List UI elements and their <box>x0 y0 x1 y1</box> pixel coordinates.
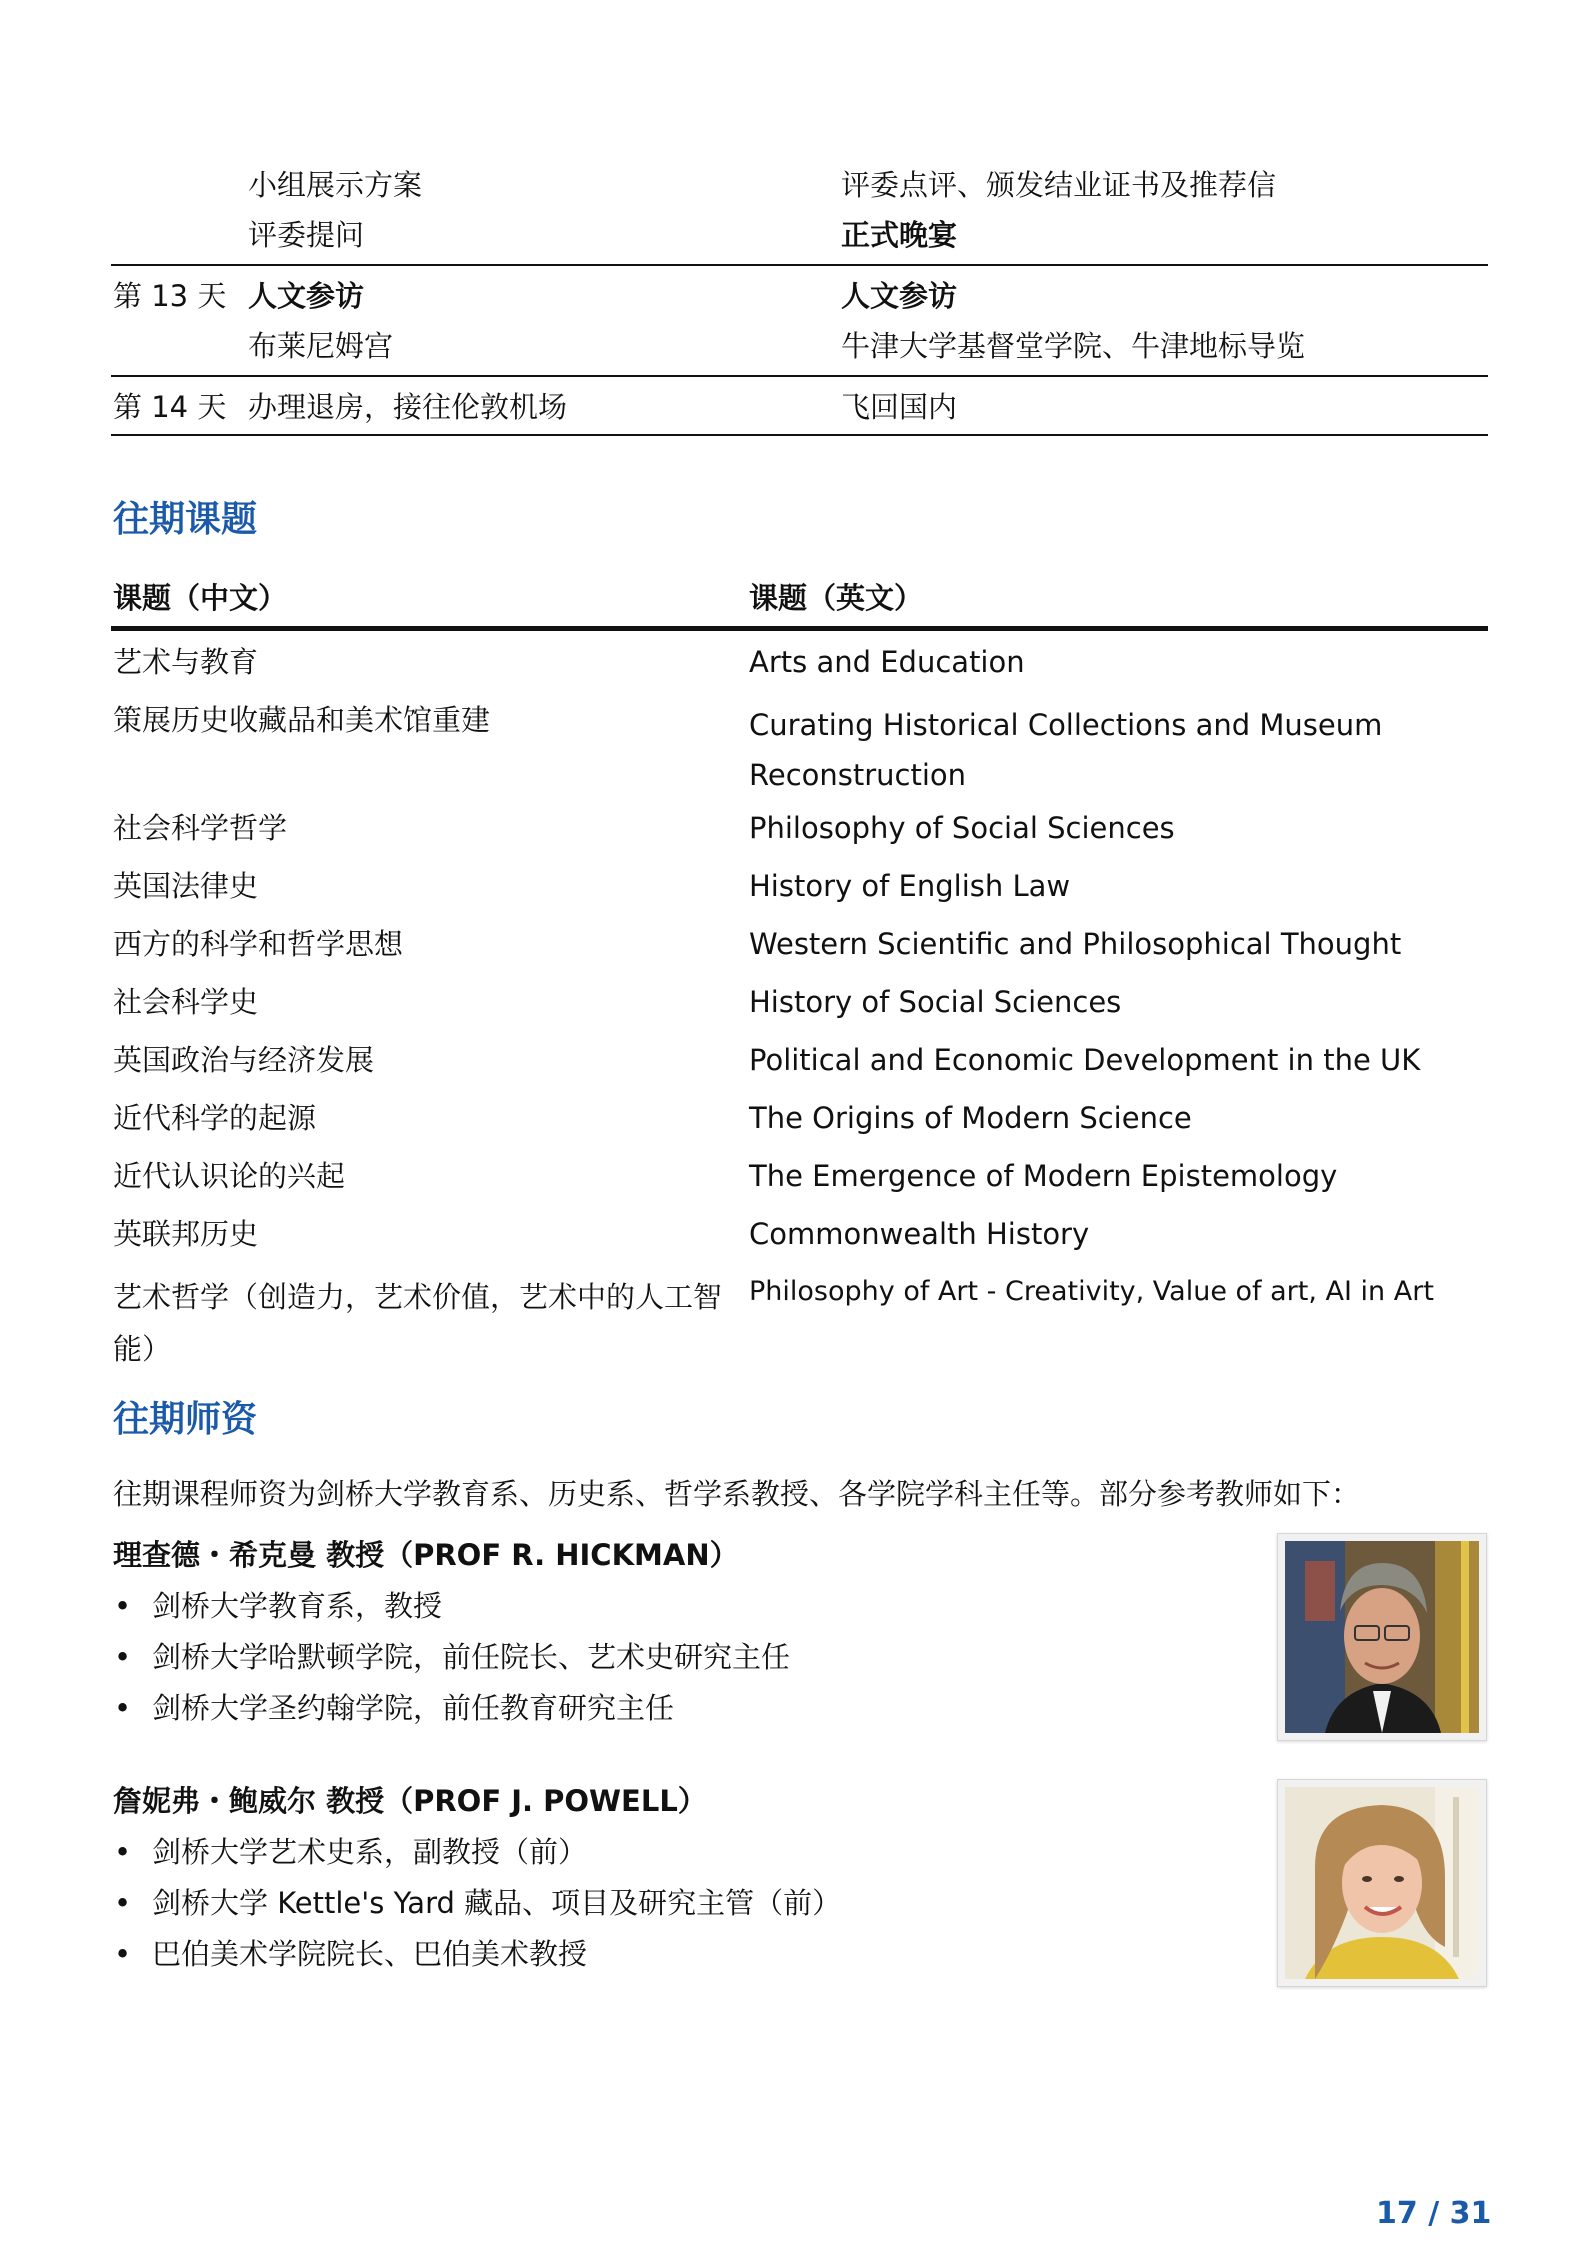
topic-cn: 英联邦历史 <box>113 1217 259 1251</box>
table-rule <box>111 375 1488 377</box>
topic-cn: 近代科学的起源 <box>113 1101 317 1135</box>
bullet-icon: • <box>114 1835 132 1869</box>
topic-en: Philosophy of Art - Creativity, Value of art, AI in Art <box>749 1276 1434 1307</box>
topic-cn: 艺术与教育 <box>113 645 259 679</box>
faculty-item: 剑桥大学教育系，教授 <box>152 1589 443 1623</box>
schedule-left-line: 布莱尼姆宫 <box>248 329 394 363</box>
topic-en: The Origins of Modern Science <box>749 1101 1192 1135</box>
schedule-right-title: 人文参访 <box>841 279 958 313</box>
bullet-icon: • <box>114 1937 132 1971</box>
faculty-item: 剑桥大学 Kettle's Yard 藏品、项目及研究主管（前） <box>152 1886 842 1920</box>
topic-en: Philosophy of Social Sciences <box>749 811 1175 845</box>
topic-cn: 西方的科学和哲学思想 <box>113 927 404 961</box>
topic-en: Western Scientific and Philosophical Thought <box>749 927 1402 961</box>
bullet-icon: • <box>114 1589 132 1623</box>
schedule-left-line: 办理退房，接往伦敦机场 <box>248 390 568 424</box>
schedule-right-line: 飞回国内 <box>841 390 958 424</box>
day-label: 第 14 天 <box>113 390 227 424</box>
faculty-item: 巴伯美术学院院长、巴伯美术教授 <box>152 1937 588 1971</box>
portrait-man-image <box>1285 1541 1479 1733</box>
faculty-heading: 往期师资 <box>113 1399 258 1440</box>
faculty-intro: 往期课程师资为剑桥大学教育系、历史系、哲学系教授、各学院学科主任等。部分参考教师如下： <box>113 1477 1361 1511</box>
faculty-item: 剑桥大学圣约翰学院，前任教育研究主任 <box>152 1691 675 1725</box>
schedule-left-line: 评委提问 <box>248 218 365 252</box>
portrait-woman-image <box>1285 1787 1479 1979</box>
bullet-icon: • <box>114 1640 132 1674</box>
topic-en: The Emergence of Modern Epistemology <box>749 1159 1338 1193</box>
topic-en: Curating Historical Collections and Museum Reconstruction <box>749 708 1383 792</box>
table-rule <box>111 434 1488 436</box>
faculty-photo-powell <box>1277 1779 1487 1987</box>
topics-heading: 往期课题 <box>113 499 258 540</box>
topic-cn: 英国法律史 <box>113 869 259 903</box>
schedule-right-line: 正式晚宴 <box>841 218 958 252</box>
page-number: 17 / 31 <box>1376 2196 1492 2231</box>
schedule-left-title: 人文参访 <box>248 279 365 313</box>
faculty-item: 剑桥大学哈默顿学院，前任院长、艺术史研究主任 <box>152 1640 791 1674</box>
table-header-rule <box>111 626 1488 631</box>
schedule-left-line: 小组展示方案 <box>248 168 423 202</box>
topic-cn: 近代认识论的兴起 <box>113 1159 346 1193</box>
topic-cn: 艺术哲学（创造力，艺术价值，艺术中的人工智能） <box>113 1280 723 1366</box>
topic-cn: 英国政治与经济发展 <box>113 1043 375 1077</box>
bullet-icon: • <box>114 1691 132 1725</box>
faculty-name: 理查德・希克曼 教授（PROF R. HICKMAN） <box>113 1538 739 1572</box>
topic-en: Commonwealth History <box>749 1217 1090 1251</box>
schedule-right-line: 评委点评、颁发结业证书及推荐信 <box>841 168 1277 202</box>
topic-cn: 策展历史收藏品和美术馆重建 <box>113 703 491 737</box>
topics-col-en-header: 课题（英文） <box>749 581 924 615</box>
topic-cn: 社会科学史 <box>113 985 259 1019</box>
faculty-item: 剑桥大学艺术史系，副教授（前） <box>152 1835 588 1869</box>
topic-en: History of English Law <box>749 869 1071 903</box>
faculty-photo-hickman <box>1277 1533 1487 1741</box>
topic-en: History of Social Sciences <box>749 985 1122 1019</box>
faculty-name: 詹妮弗・鲍威尔 教授（PROF J. POWELL） <box>113 1784 707 1818</box>
bullet-icon: • <box>114 1886 132 1920</box>
topic-cn: 社会科学哲学 <box>113 811 288 845</box>
topics-col-cn-header: 课题（中文） <box>113 581 288 615</box>
schedule-right-line: 牛津大学基督堂学院、牛津地标导览 <box>841 329 1306 363</box>
topic-en: Political and Economic Development in the UK <box>749 1043 1421 1077</box>
topic-en: Arts and Education <box>749 645 1025 679</box>
table-rule <box>111 264 1488 266</box>
day-label: 第 13 天 <box>113 279 227 313</box>
